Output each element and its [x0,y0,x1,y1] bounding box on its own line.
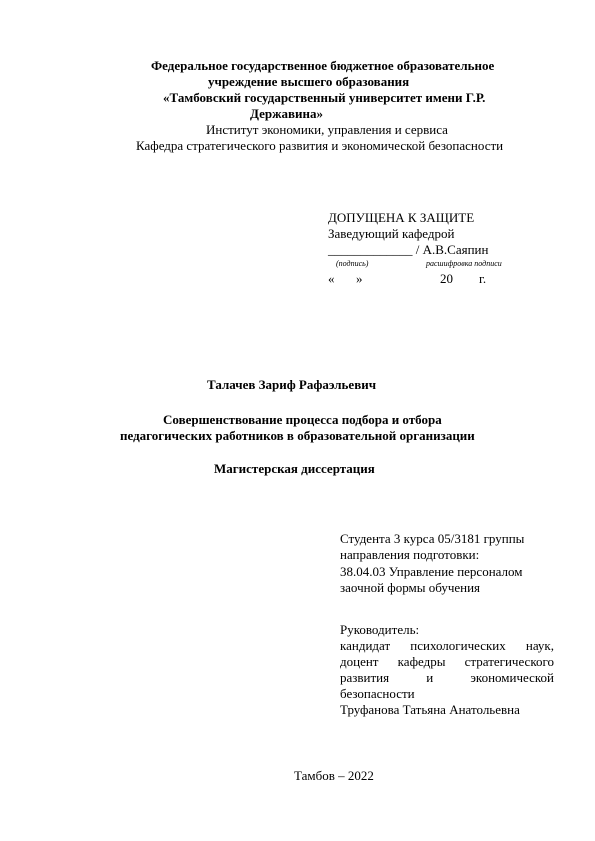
topic-line-1: Совершенствование процесса подбора и отбора [163,412,442,427]
department-name: Кафедра стратегического развития и экономической безопасности [136,138,504,153]
student-line-2: направления подготовки: [340,547,480,562]
approval-signature-line: _____________ / А.В.Саяпин [328,242,489,257]
work-type: Магистерская диссертация [214,461,375,476]
approval-role: Заведующий кафедрой [328,226,455,241]
student-line-1: Студента 3 курса 05/3181 группы [340,531,525,546]
decode-caption: расшифровка подписи [426,259,502,268]
student-line-3: 38.04.03 Управление персоналом [340,564,523,579]
approval-title: ДОПУЩЕНА К ЗАЩИТЕ [328,210,475,225]
supervisor-description: кандидат психологических наук, доцент кафедры стратегического развития и экономической безопасности [340,638,554,701]
student-line-4: заочной формы обучения [340,580,481,595]
header-line-1: Федеральное государственное бюджетное образовательное [151,58,495,73]
header-line-2: учреждение высшего образования [208,74,410,89]
author-name: Талачев Зариф Рафаэльевич [207,377,377,392]
supervisor-label: Руководитель: [340,622,420,637]
institute-name: Институт экономики, управления и сервиса [206,122,448,137]
header-line-4: Державина» [250,106,324,121]
supervisor-name: Труфанова Татьяна Анатольевна [340,702,520,717]
date-close-quote: » [356,271,363,286]
header-line-3: «Тамбовский государственный университет имени Г.Р. [163,90,486,105]
topic-line-2: педагогических работников в образовательной организации [120,428,475,443]
footer-city-year: Тамбов – 2022 [294,768,374,783]
signature-caption: (подпись) [336,259,369,268]
date-open-quote: « [328,271,335,286]
date-year: 20 [440,271,453,286]
date-year-suffix: г. [479,271,487,286]
